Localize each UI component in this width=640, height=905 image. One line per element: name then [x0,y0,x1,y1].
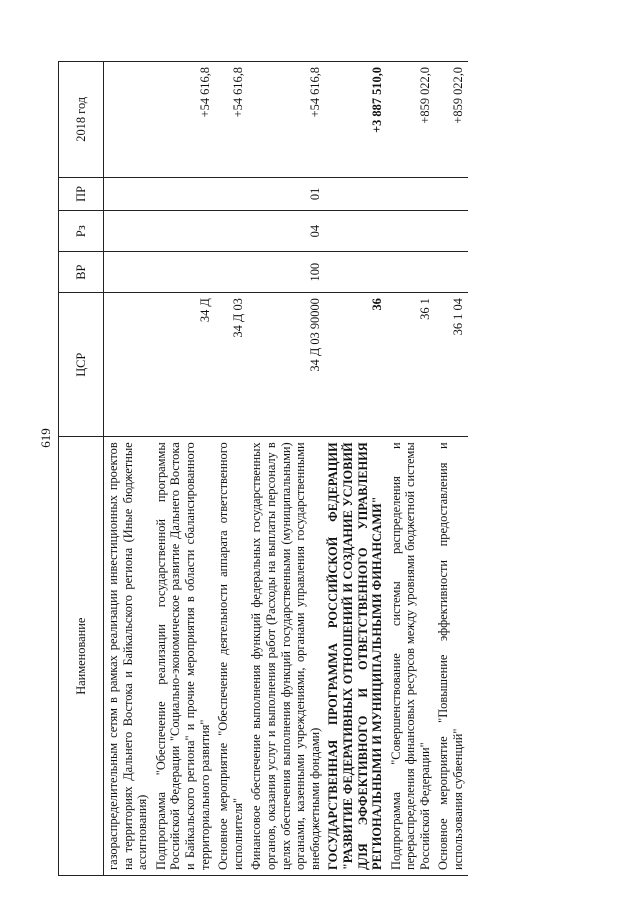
cell-pr [324,177,386,211]
header-vr: ВР [59,252,104,293]
cell-vr [434,252,467,293]
cell-pr: 01 [247,177,324,211]
header-csr: ЦСР [59,293,104,437]
cell-vr: 100 [247,252,324,293]
table-row [214,62,247,876]
cell-vr [104,252,152,293]
table-row [247,62,324,876]
cell-rz [387,211,435,252]
cell-pr [387,177,435,211]
cell-name: газораспределительным сетям в рамках реализации инвестиционных проектов на территориях Дальнего Востока и Байкальского региона (Иные бюджетные ассигнования) [104,437,152,876]
table-row [387,62,435,876]
cell-rz [152,211,214,252]
table-row [152,62,214,876]
cell-csr: 36 1 [387,293,435,437]
cell-vr [214,252,247,293]
cell-csr: 34 Д [152,293,214,437]
table-row [434,62,467,876]
budget-table [58,61,468,876]
cell-rz: 04 [247,211,324,252]
header-rz: Рз [59,211,104,252]
cell-vr [387,252,435,293]
cell-amount: +54 616,8 [247,62,324,178]
cell-amount: +54 616,8 [152,62,214,178]
cell-amount: +54 616,8 [214,62,247,178]
cell-vr [324,252,386,293]
header-year: 2018 год [59,62,104,178]
cell-amount [104,62,152,178]
page-number: 619 [38,428,53,448]
cell-csr: 36 1 04 [434,293,467,437]
table-row [324,62,386,876]
cell-name: Основное мероприятие "Повышение эффективности предоставления и использования субвенций" [434,437,467,876]
cell-pr [152,177,214,211]
cell-vr [152,252,214,293]
cell-pr [434,177,467,211]
table-header-row [59,62,104,876]
header-pr: ПР [59,177,104,211]
cell-name: Основное мероприятие "Обеспечение деятельности аппарата ответственного исполнителя" [214,437,247,876]
cell-rz [434,211,467,252]
cell-amount: +859 022,0 [434,62,467,178]
rotated-page-content [58,61,614,876]
cell-rz [214,211,247,252]
cell-name: Подпрограмма "Обеспечение реализации государственной программы Российской Федерации "Социально-экономическое развитие Дальнего Востока и Байкальского региона" и прочие мероприятия в области сбалансированного территориального развития" [152,437,214,876]
cell-pr [214,177,247,211]
cell-rz [104,211,152,252]
header-name: Наименование [59,437,104,876]
cell-csr: 34 Д 03 90000 [247,293,324,437]
cell-csr: 34 Д 03 [214,293,247,437]
cell-name: ГОСУДАРСТВЕННАЯ ПРОГРАММА РОССИЙСКОЙ ФЕДЕРАЦИИ "РАЗВИТИЕ ФЕДЕРАТИВНЫХ ОТНОШЕНИЙ И СОЗДАНИЕ УСЛОВИЙ ДЛЯ ЭФФЕКТИВНОГО И ОТВЕТСТВЕННОГО УПРАВЛЕНИЯ РЕГИОНАЛЬНЫМИ И МУНИЦИПАЛЬНЫМИ ФИНАНСАМИ" [324,437,386,876]
table-row [104,62,152,876]
cell-amount: +3 887 510,0 [324,62,386,178]
cell-name: Финансовое обеспечение выполнения функций федеральных государственных органов, оказания услуг и выполнения работ (Расходы на выплаты персоналу в целях обеспечения выполнения функций государственными (муниципальными) органами, казенными учреждениями, органами управления государственными внебюджетными фондами) [247,437,324,876]
cell-amount: +859 022,0 [387,62,435,178]
cell-pr [104,177,152,211]
cell-csr [104,293,152,437]
cell-rz [324,211,386,252]
cell-csr: 36 [324,293,386,437]
cell-name: Подпрограмма "Совершенствование системы распределения и перераспределения финансовых ресурсов между уровнями бюджетной системы Российской Федерации" [387,437,435,876]
